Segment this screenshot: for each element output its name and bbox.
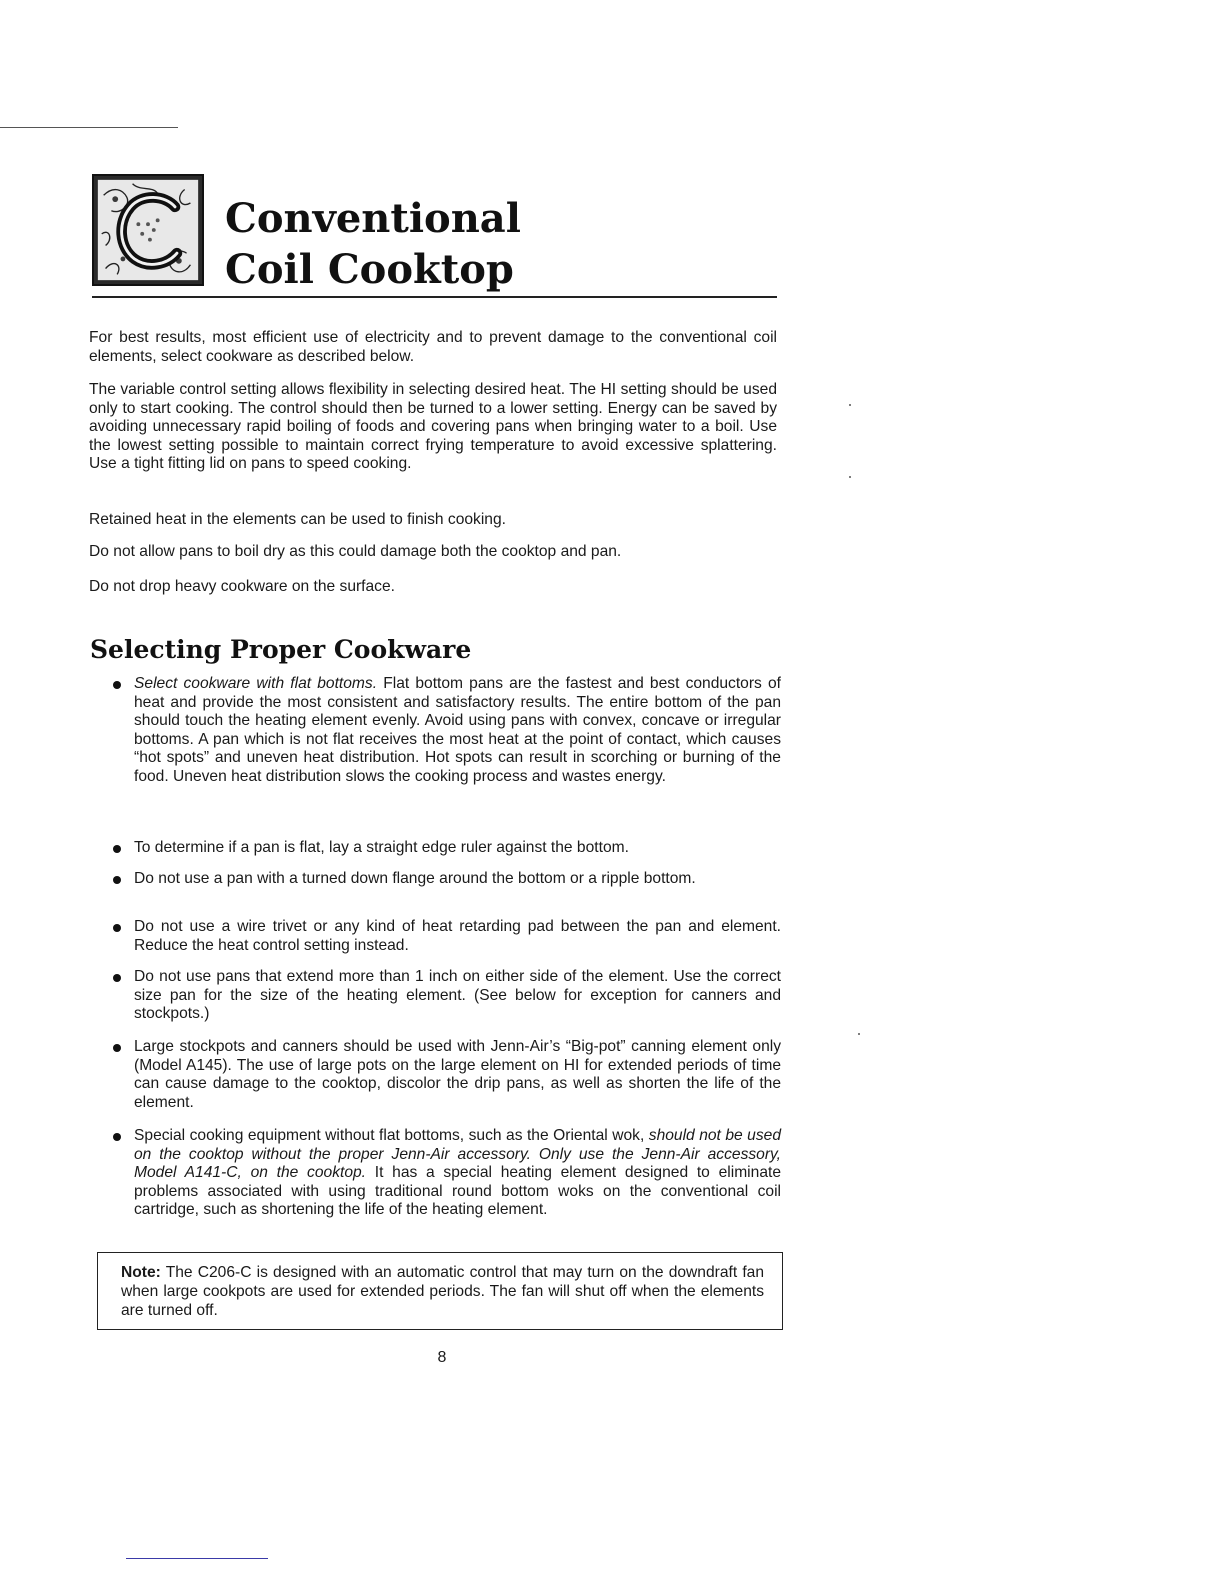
bullet-text: Do not use a pan with a turned down flange around the bottom or a ripple bottom.: [134, 870, 696, 887]
note-box: [97, 1252, 783, 1330]
bullet-text: [134, 1127, 781, 1220]
bullet-icon: [113, 681, 121, 689]
bullet-text: To determine if a pan is flat, lay a straight edge ruler against the bottom.: [134, 839, 629, 856]
intro-paragraph-5: Do not drop heavy cookware on the surface.: [89, 578, 395, 595]
page-number: 8: [437, 1349, 447, 1366]
list-item: [113, 918, 781, 955]
bullet-lead-italic: Select cookware with flat bottoms.: [134, 675, 378, 692]
bullet-lead: Special cooking equipment without flat bottoms, such as the Oriental wok,: [134, 1127, 649, 1144]
scan-speck: [849, 476, 851, 478]
list-item: [113, 675, 781, 787]
bullet-italic-warning: should not be used on the cooktop without the proper Jenn-Air accessory. Only use the Jenn-Air accessory, Model A141-C, on the cooktop.: [134, 1127, 781, 1182]
bullet-icon: [113, 974, 121, 982]
bullet-icon: [113, 1044, 121, 1052]
note-body: The C206-C is designed with an automatic control that may turn on the downdraft fan when large cookpots are used for extended periods. The fan will shut off when the elements are turned off.: [121, 1264, 764, 1319]
title-line-2: Coil Cooktop: [225, 246, 514, 293]
intro-paragraph-1: For best results, most efficient use of electricity and to prevent damage to the conventional coil elements, select cookware as described below.: [89, 329, 777, 365]
list-item: [113, 968, 781, 1024]
scan-speck: [858, 1033, 860, 1035]
bullet-text: Large stockpots and canners should be used with Jenn-Air’s “Big-pot” canning element only (Model A145). The use of large pots on the large element on HI for extended periods of time can cause damage to the cooktop, discolor the drip pans, as well as shorten the life of the element.: [134, 1038, 781, 1111]
bullet-icon: [113, 845, 121, 853]
intro-paragraph-3: Retained heat in the elements can be used to finish cooking.: [89, 511, 506, 528]
bullet-text: Do not use pans that extend more than 1 inch on either side of the element. Use the correct size pan for the size of the heating element. (See below for exception for canners and stockpots.): [134, 968, 781, 1023]
bullet-text: Do not use a wire trivet or any kind of heat retarding pad between the pan and element. Reduce the heat control setting instead.: [134, 918, 781, 954]
bullet-body: Flat bottom pans are the fastest and best conductors of heat and provide the most consistent and satisfactory results. The entire bottom of the pan should touch the heating element evenly. Avoid using pans with convex, concave or irregular bottoms. A pan which is not flat receives the most heat at the point of contact, which causes “hot spots” and uneven heat distribution. Hot spots can result in scorching or burning of the food. Uneven heat distribution slows the cooking process and wastes energy.: [134, 675, 782, 785]
bullet-text: [134, 675, 781, 787]
bottom-link-rule: [126, 1558, 268, 1559]
list-item: [113, 1038, 781, 1112]
intro-paragraph-4: Do not allow pans to boil dry as this could damage both the cooktop and pan.: [89, 543, 622, 560]
list-item: [113, 870, 781, 889]
bullet-body: It has a special heating element designed to eliminate problems associated with using traditional round bottom woks on the conventional coil cartridge, such as shortening the life of the heating element.: [134, 1164, 781, 1219]
scan-speck: [849, 404, 851, 406]
note-text: [121, 1263, 764, 1320]
bullet-icon: [113, 924, 121, 932]
note-label: Note:: [121, 1264, 161, 1281]
list-item: [113, 1127, 781, 1220]
section-heading: Selecting Proper Cookware: [90, 635, 472, 664]
list-item: [113, 839, 781, 858]
intro-paragraph-2: The variable control setting allows flexibility in selecting desired heat. The HI setting should be used only to start cooking. The control should then be turned to a lower setting. Energy can be saved by avoiding unnecessary rapid boiling of foods and covering pans when bringing water to a boil. Use the lowest setting possible to maintain correct frying temperature to avoid excessive splattering. Use a tight fitting lid on pans to speed cooking.: [89, 381, 777, 473]
title-line-1: Conventional: [225, 195, 521, 242]
bullet-icon: [113, 1133, 121, 1141]
bullet-icon: [113, 876, 121, 884]
